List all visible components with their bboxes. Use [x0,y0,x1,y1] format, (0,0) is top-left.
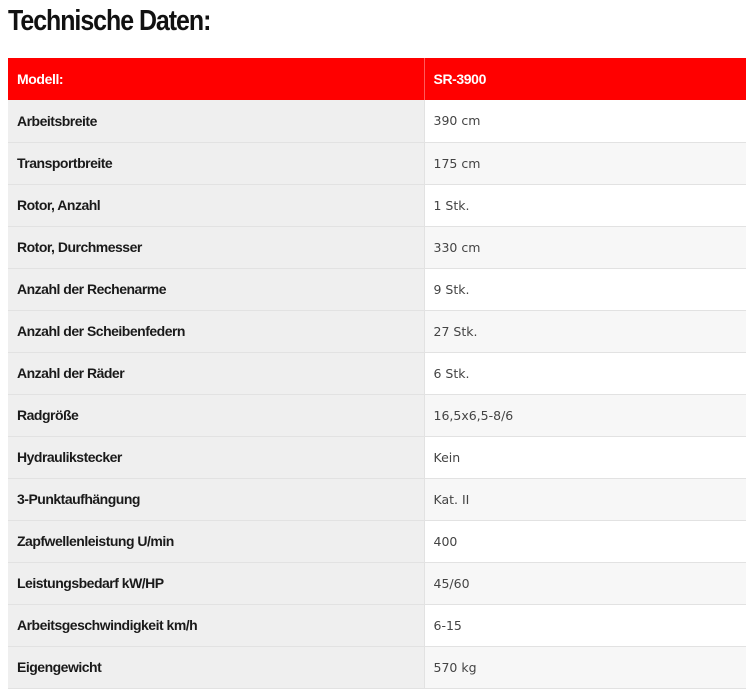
spec-value: 1 Stk. [424,184,746,226]
spec-value: Kein [424,436,746,478]
table-row [8,436,746,478]
spec-value: 9 Stk. [424,268,746,310]
table-row [8,184,746,226]
spec-label: Arbeitsbreite [8,100,424,142]
spec-table-body [8,100,746,688]
spec-value: 175 cm [424,142,746,184]
spec-value: 45/60 [424,562,746,604]
header-label-cell: Modell: [8,58,424,100]
table-row [8,520,746,562]
table-row [8,394,746,436]
spec-label: Radgröße [8,394,424,436]
spec-value: 330 cm [424,226,746,268]
header-model-cell: SR-3900 [424,58,746,100]
spec-value: 390 cm [424,100,746,142]
spec-table-header [8,58,746,100]
spec-value: 570 kg [424,646,746,688]
table-row [8,100,746,142]
table-row [8,604,746,646]
spec-label: Rotor, Anzahl [8,184,424,226]
spec-table [8,58,746,689]
spec-label: 3-Punktaufhängung [8,478,424,520]
spec-value: 6 Stk. [424,352,746,394]
spec-label: Zapfwellenleistung U/min [8,520,424,562]
table-row [8,142,746,184]
table-row [8,646,746,688]
spec-value: 27 Stk. [424,310,746,352]
table-row [8,352,746,394]
spec-value: 400 [424,520,746,562]
spec-value: 6-15 [424,604,746,646]
table-row [8,478,746,520]
spec-label: Arbeitsgeschwindigkeit km/h [8,604,424,646]
spec-label: Anzahl der Rechenarme [8,268,424,310]
table-row [8,310,746,352]
spec-label: Rotor, Durchmesser [8,226,424,268]
spec-label: Anzahl der Räder [8,352,424,394]
table-row [8,268,746,310]
spec-label: Leistungsbedarf kW/HP [8,562,424,604]
table-row [8,226,746,268]
table-row [8,562,746,604]
spec-label: Eigengewicht [8,646,424,688]
spec-label: Hydraulikstecker [8,436,424,478]
spec-label: Anzahl der Scheibenfedern [8,310,424,352]
page-title: Technische Daten: [8,5,211,37]
spec-value: 16,5x6,5-8/6 [424,394,746,436]
spec-value: Kat. II [424,478,746,520]
spec-label: Transportbreite [8,142,424,184]
header-row [8,58,746,100]
